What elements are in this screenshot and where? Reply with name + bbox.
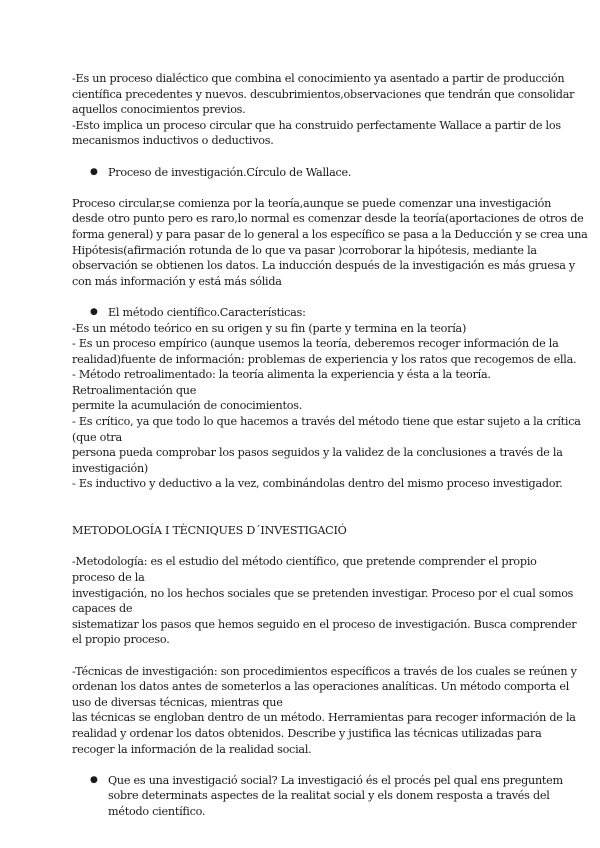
text-line: permite la acumulación de conocimientos. bbox=[72, 399, 303, 413]
text-line: - Es crítico, ya que todo lo que hacemos a través del método tiene que estar sujeto a la crítica bbox=[72, 415, 581, 429]
text-line: el propio proceso. bbox=[72, 633, 170, 647]
paragraph-dialectic-process bbox=[72, 71, 575, 149]
text-line: aquellos conocimientos previos. bbox=[72, 103, 246, 117]
text-line: sistematizar los pasos que hemos seguido en el proceso de investigación. Busca comprender bbox=[72, 617, 577, 631]
text-line: realidad)fuente de información: problemas de experiencia y los ratos que recogemos de ella. bbox=[72, 352, 577, 366]
text-line: desde otro punto pero es raro,lo normal es comenzar desde la teoría(aportaciones de otros de bbox=[72, 212, 584, 226]
text-line: observación se obtienen los datos. La inducción después de la investigación es más gruesa y bbox=[72, 259, 576, 273]
text-line: con más información y está más sólida bbox=[72, 274, 282, 288]
text-line: Hipótesis(afirmación rotunda de lo que va pasar )corroborar la hipótesis, mediante la bbox=[72, 243, 537, 257]
paragraph-method-characteristics bbox=[72, 321, 581, 493]
text-line: capaces de bbox=[72, 602, 133, 616]
text-line: científica precedentes y nuevos. descubrimientos,observaciones que tendrán que consolidar bbox=[72, 87, 575, 101]
bullet-icon: ● bbox=[90, 166, 98, 177]
bullet-text: Que es una investigació social? La investigació és el procés pel qual ens preguntem bbox=[108, 773, 563, 787]
text-line: -Es un método teórico en su origen y su fin (parte y termina en la teoría) bbox=[72, 321, 467, 335]
bullet-text: método científico. bbox=[108, 804, 206, 818]
bullet-item-wallace-circle bbox=[72, 165, 534, 181]
text-line: ordenan los datos antes de someterlos a las operaciones analíticas. Un método comporta el bbox=[72, 680, 570, 694]
text-line: persona pueda comprobar los pasos seguidos y la validez de la conclusiones a través de la bbox=[72, 446, 563, 460]
text-line: -Es un proceso dialéctico que combina el conocimiento ya asentado a partir de producción bbox=[72, 72, 565, 85]
text-line: mecanismos inductivos o deductivos. bbox=[72, 134, 274, 148]
bullet-item-scientific-method bbox=[72, 305, 534, 321]
text-line: uso de diversas técnicas, mientras que bbox=[72, 695, 283, 709]
text-line: -Técnicas de investigación: son procedimientos específicos a través de los cuales se reúnen y bbox=[72, 664, 577, 678]
text-line: forma general) y para pasar de lo general a los específico se pasa a la Deducción y se crea una bbox=[72, 227, 588, 241]
bullet-text: El método científico.Características: bbox=[108, 305, 306, 319]
text-line: investigación) bbox=[72, 461, 149, 475]
text-line: - Es inductivo y deductivo a la vez, combinándolas dentro del mismo proceso investigador. bbox=[72, 477, 563, 491]
document-page bbox=[72, 71, 588, 820]
paragraph-circular-process bbox=[72, 196, 588, 290]
text-line: realidad y ordenar los datos obtenidos. Describe y justifica las técnicas utilizadas para bbox=[72, 726, 542, 740]
text-line: recoger la información de la realidad social. bbox=[72, 742, 312, 756]
paragraph-methodology bbox=[72, 554, 577, 648]
text-line: -Esto implica un proceso circular que ha construido perfectamente Wallace a partir de los bbox=[72, 118, 561, 132]
bullet-text: Proceso de investigación.Círculo de Wallace. bbox=[108, 165, 352, 179]
text-line: proceso de la bbox=[72, 571, 145, 584]
text-line: - Método retroalimentado: la teoría alimenta la experiencia y ésta a la teoría. bbox=[72, 368, 491, 382]
paragraph-research-techniques bbox=[72, 664, 577, 758]
text-line: Retroalimentación que bbox=[72, 383, 197, 397]
bullet-item-social-research bbox=[72, 773, 563, 820]
section-heading: METODOLOGÍA I TÈCNIQUES D´INVESTIGACIÓ bbox=[72, 524, 347, 538]
text-line: investigación, no los hechos sociales que se pretenden investigar. Proceso por el cual somos bbox=[72, 586, 574, 600]
bullet-text: sobre determinats aspectes de la realitat social y els donem resposta a través del bbox=[108, 789, 550, 803]
text-line: (que otra bbox=[72, 430, 122, 444]
bullet-icon: ● bbox=[90, 306, 98, 317]
text-line: las técnicas se engloban dentro de un método. Herramientas para recoger información de la bbox=[72, 711, 576, 725]
text-line: - Es un proceso empírico (aunque usemos la teoría, deberemos recoger información de la bbox=[72, 337, 559, 351]
bullet-icon: ● bbox=[90, 774, 98, 785]
text-line: Proceso circular,se comienza por la teoría,aunque se puede comenzar una investigación bbox=[72, 196, 552, 210]
text-line: -Metodología: es el estudio del método científico, que pretende comprender el propio bbox=[72, 555, 537, 569]
